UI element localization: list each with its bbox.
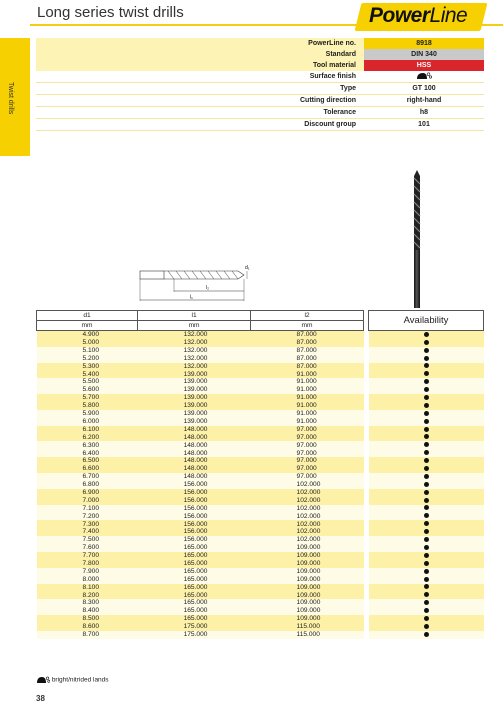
availability-dot-icon (424, 490, 429, 495)
cell-l1: 139.000 (138, 410, 251, 418)
unit-l1: mm (138, 321, 251, 331)
cell-d1: 7.400 (37, 528, 138, 536)
availability-cell (369, 497, 484, 505)
cell-l2: 91.000 (251, 410, 364, 418)
cell-l2: 102.000 (251, 489, 364, 497)
availability-dot-icon (424, 521, 429, 526)
cell-l2: 87.000 (251, 331, 364, 339)
availability-cell (369, 520, 484, 528)
availability-cell (369, 568, 484, 576)
cell-d1: 8.600 (37, 623, 138, 631)
table-row (37, 607, 484, 615)
table-row (37, 584, 484, 592)
availability-cell (369, 465, 484, 473)
availability-cell (369, 631, 484, 639)
cell-d1: 8.700 (37, 631, 138, 639)
availability-cell (369, 591, 484, 599)
cell-l1: 139.000 (138, 394, 251, 402)
availability-dot-icon (424, 356, 429, 361)
cell-l1: 156.000 (138, 489, 251, 497)
cell-d1: 6.000 (37, 418, 138, 426)
bright-nitrided-icon (36, 676, 50, 684)
cell-d1: 5.500 (37, 378, 138, 386)
table-row (37, 576, 484, 584)
cell-d1: 5.900 (37, 410, 138, 418)
table-row (37, 465, 484, 473)
availability-dot-icon (424, 498, 429, 503)
availability-dot-icon (424, 545, 429, 550)
availability-dot-icon (424, 427, 429, 432)
cell-l2: 109.000 (251, 576, 364, 584)
cell-l2: 97.000 (251, 457, 364, 465)
cell-l2: 109.000 (251, 615, 364, 623)
availability-cell (369, 331, 484, 339)
table-row (37, 449, 484, 457)
availability-cell (369, 394, 484, 402)
legend (36, 676, 109, 684)
table-row (37, 402, 484, 410)
cell-l1: 148.000 (138, 441, 251, 449)
spec-row (36, 83, 484, 95)
cell-l1: 132.000 (138, 363, 251, 371)
availability-dot-icon (424, 537, 429, 542)
cell-l1: 156.000 (138, 481, 251, 489)
cell-l2: 109.000 (251, 568, 364, 576)
cell-d1: 5.400 (37, 370, 138, 378)
spec-row (36, 60, 484, 71)
table-row (37, 599, 484, 607)
availability-cell (369, 560, 484, 568)
availability-cell (369, 347, 484, 355)
availability-cell (369, 536, 484, 544)
availability-dot-icon (424, 569, 429, 574)
table-row (37, 512, 484, 520)
table-row (37, 497, 484, 505)
cell-d1: 6.600 (37, 465, 138, 473)
spec-label: Tolerance (36, 107, 364, 119)
cell-l2: 97.000 (251, 449, 364, 457)
availability-dot-icon (424, 419, 429, 424)
col-header-d1: d1 (37, 311, 138, 321)
availability-dot-icon (424, 513, 429, 518)
spec-value: 8918 (364, 38, 484, 49)
availability-cell (369, 473, 484, 481)
page-title: Long series twist drills (37, 4, 184, 21)
unit-l2: mm (251, 321, 364, 331)
cell-l2: 115.000 (251, 631, 364, 639)
table-row (37, 331, 484, 339)
availability-cell (369, 489, 484, 497)
table-row (37, 536, 484, 544)
cell-l1: 139.000 (138, 418, 251, 426)
cell-l2: 102.000 (251, 497, 364, 505)
cell-l1: 132.000 (138, 347, 251, 355)
cell-l2: 91.000 (251, 370, 364, 378)
availability-cell (369, 410, 484, 418)
availability-dot-icon (424, 632, 429, 637)
table-row (37, 378, 484, 386)
table-row (37, 426, 484, 434)
cell-l2: 97.000 (251, 473, 364, 481)
cell-l2: 109.000 (251, 599, 364, 607)
drill-photo (410, 170, 424, 308)
cell-l1: 148.000 (138, 449, 251, 457)
logo-text-bold: Power (369, 4, 430, 27)
availability-cell (369, 339, 484, 347)
table-row (37, 457, 484, 465)
cell-l2: 115.000 (251, 623, 364, 631)
availability-dot-icon (424, 608, 429, 613)
cell-l1: 165.000 (138, 568, 251, 576)
spec-label: Tool material (36, 60, 364, 71)
side-tab-label: Twist drills (7, 82, 14, 115)
dimensions-table (36, 310, 484, 639)
cell-d1: 5.100 (37, 347, 138, 355)
spec-label: Cutting direction (36, 95, 364, 107)
cell-d1: 6.300 (37, 441, 138, 449)
cell-d1: 8.300 (37, 599, 138, 607)
table-row (37, 544, 484, 552)
cell-d1: 7.600 (37, 544, 138, 552)
cell-l1: 148.000 (138, 426, 251, 434)
availability-cell (369, 552, 484, 560)
cell-l1: 139.000 (138, 370, 251, 378)
unit-d1: mm (37, 321, 138, 331)
availability-dot-icon (424, 387, 429, 392)
table-row (37, 473, 484, 481)
cell-l1: 156.000 (138, 520, 251, 528)
cell-l1: 132.000 (138, 355, 251, 363)
table-row (37, 370, 484, 378)
availability-cell (369, 355, 484, 363)
table-row (37, 615, 484, 623)
col-header-l1: l1 (138, 311, 251, 321)
table-row (37, 363, 484, 371)
availability-cell (369, 528, 484, 536)
cell-l1: 165.000 (138, 607, 251, 615)
cell-d1: 6.900 (37, 489, 138, 497)
availability-cell (369, 441, 484, 449)
cell-l1: 165.000 (138, 615, 251, 623)
cell-l1: 165.000 (138, 584, 251, 592)
cell-l2: 97.000 (251, 441, 364, 449)
cell-l1: 165.000 (138, 599, 251, 607)
page-number: 38 (36, 694, 45, 703)
availability-dot-icon (424, 482, 429, 487)
availability-dot-icon (424, 348, 429, 353)
spec-label: PowerLine no. (36, 38, 364, 49)
cell-d1: 6.400 (37, 449, 138, 457)
cell-l2: 91.000 (251, 418, 364, 426)
table-row (37, 339, 484, 347)
availability-cell (369, 434, 484, 442)
spec-row (36, 38, 484, 49)
availability-dot-icon (424, 458, 429, 463)
cell-l1: 148.000 (138, 434, 251, 442)
spec-label: Type (36, 83, 364, 95)
cell-l1: 139.000 (138, 402, 251, 410)
col-header-availability: Availability (369, 311, 484, 331)
cell-l1: 156.000 (138, 536, 251, 544)
availability-dot-icon (424, 395, 429, 400)
table-row (37, 481, 484, 489)
cell-l1: 148.000 (138, 465, 251, 473)
cell-d1: 5.800 (37, 402, 138, 410)
cell-d1: 6.700 (37, 473, 138, 481)
table-row (37, 441, 484, 449)
cell-l2: 102.000 (251, 528, 364, 536)
table-row (37, 505, 484, 513)
table-row (37, 434, 484, 442)
spec-row (36, 71, 484, 83)
cell-d1: 8.500 (37, 615, 138, 623)
spec-label: Surface finish (36, 71, 364, 83)
spec-value: right-hand (364, 95, 484, 107)
cell-l2: 97.000 (251, 426, 364, 434)
cell-l2: 102.000 (251, 505, 364, 513)
availability-dot-icon (424, 450, 429, 455)
cell-d1: 7.100 (37, 505, 138, 513)
cell-d1: 8.000 (37, 576, 138, 584)
cell-l2: 87.000 (251, 355, 364, 363)
cell-d1: 5.200 (37, 355, 138, 363)
cell-l2: 97.000 (251, 465, 364, 473)
availability-cell (369, 599, 484, 607)
cell-d1: 8.200 (37, 591, 138, 599)
availability-cell (369, 512, 484, 520)
availability-cell (369, 584, 484, 592)
availability-dot-icon (424, 379, 429, 384)
col-header-l2: l2 (251, 311, 364, 321)
spec-row (36, 49, 484, 60)
spec-value: DIN 340 (364, 49, 484, 60)
table-row (37, 591, 484, 599)
l2-label: l₂ (206, 285, 210, 291)
spec-value: h8 (364, 107, 484, 119)
availability-dot-icon (424, 363, 429, 368)
cell-l1: 139.000 (138, 378, 251, 386)
spec-value: 101 (364, 119, 484, 131)
cell-d1: 5.000 (37, 339, 138, 347)
availability-cell (369, 370, 484, 378)
cell-l1: 175.000 (138, 623, 251, 631)
availability-dot-icon (424, 340, 429, 345)
table-row (37, 394, 484, 402)
availability-dot-icon (424, 616, 429, 621)
cell-d1: 8.100 (37, 584, 138, 592)
availability-cell (369, 402, 484, 410)
availability-dot-icon (424, 442, 429, 447)
logo-text-light: Line (429, 4, 468, 27)
table-row (37, 568, 484, 576)
table-row (37, 355, 484, 363)
table-row (37, 520, 484, 528)
spec-row (36, 107, 484, 119)
availability-dot-icon (424, 332, 429, 337)
cell-l1: 148.000 (138, 457, 251, 465)
availability-dot-icon (424, 592, 429, 597)
cell-l1: 139.000 (138, 386, 251, 394)
table-row (37, 410, 484, 418)
cell-l2: 109.000 (251, 560, 364, 568)
cell-d1: 6.800 (37, 481, 138, 489)
cell-l1: 165.000 (138, 576, 251, 584)
cell-l2: 87.000 (251, 347, 364, 355)
spec-label: Standard (36, 49, 364, 60)
availability-cell (369, 378, 484, 386)
availability-dot-icon (424, 474, 429, 479)
cell-l1: 148.000 (138, 473, 251, 481)
cell-d1: 7.800 (37, 560, 138, 568)
availability-cell (369, 576, 484, 584)
cell-l2: 109.000 (251, 544, 364, 552)
cell-d1: 7.700 (37, 552, 138, 560)
cell-l2: 109.000 (251, 591, 364, 599)
availability-dot-icon (424, 505, 429, 510)
cell-l2: 102.000 (251, 481, 364, 489)
table-row (37, 386, 484, 394)
availability-cell (369, 623, 484, 631)
cell-d1: 7.900 (37, 568, 138, 576)
cell-l1: 165.000 (138, 552, 251, 560)
availability-dot-icon (424, 466, 429, 471)
table-row (37, 347, 484, 355)
table-row (37, 552, 484, 560)
availability-cell (369, 607, 484, 615)
cell-l2: 102.000 (251, 536, 364, 544)
legend-text: bright/nitrided lands (51, 676, 109, 684)
cell-d1: 5.600 (37, 386, 138, 394)
cell-d1: 7.500 (37, 536, 138, 544)
availability-dot-icon (424, 553, 429, 558)
cell-d1: 4.900 (37, 331, 138, 339)
cell-l1: 156.000 (138, 528, 251, 536)
availability-dot-icon (424, 403, 429, 408)
availability-cell (369, 615, 484, 623)
availability-cell (369, 457, 484, 465)
availability-dot-icon (424, 624, 429, 629)
availability-cell (369, 363, 484, 371)
cell-l1: 156.000 (138, 505, 251, 513)
cell-l1: 165.000 (138, 544, 251, 552)
table-row (37, 418, 484, 426)
availability-dot-icon (424, 584, 429, 589)
spec-row (36, 95, 484, 107)
availability-cell (369, 481, 484, 489)
availability-dot-icon (424, 371, 429, 376)
cell-l1: 156.000 (138, 512, 251, 520)
cell-l2: 91.000 (251, 386, 364, 394)
availability-cell (369, 544, 484, 552)
cell-l2: 91.000 (251, 378, 364, 386)
availability-cell (369, 505, 484, 513)
cell-d1: 7.000 (37, 497, 138, 505)
availability-dot-icon (424, 600, 429, 605)
spec-row (36, 119, 484, 131)
cell-l2: 91.000 (251, 394, 364, 402)
spec-value: HSS (364, 60, 484, 71)
cell-l1: 132.000 (138, 331, 251, 339)
logo-text (369, 4, 467, 28)
availability-cell (369, 386, 484, 394)
table-row (37, 560, 484, 568)
availability-cell (369, 426, 484, 434)
table-row (37, 489, 484, 497)
availability-cell (369, 418, 484, 426)
availability-cell (369, 449, 484, 457)
table-row (37, 528, 484, 536)
cell-l2: 102.000 (251, 512, 364, 520)
cell-d1: 6.500 (37, 457, 138, 465)
cell-l2: 109.000 (251, 552, 364, 560)
cell-l2: 91.000 (251, 402, 364, 410)
cell-d1: 5.700 (37, 394, 138, 402)
availability-dot-icon (424, 561, 429, 566)
table-row (37, 631, 484, 639)
cell-d1: 7.200 (37, 512, 138, 520)
cell-l2: 109.000 (251, 584, 364, 592)
table-row (37, 623, 484, 631)
availability-dot-icon (424, 577, 429, 582)
drill-drawing (128, 262, 250, 302)
surface-finish-icon (364, 71, 484, 83)
cell-l2: 97.000 (251, 434, 364, 442)
cell-l2: 87.000 (251, 339, 364, 347)
l1-label: l₁ (190, 294, 193, 301)
d1-label: d₁ (245, 265, 250, 271)
cell-l2: 102.000 (251, 520, 364, 528)
cell-l1: 165.000 (138, 560, 251, 568)
spec-label: Discount group (36, 119, 364, 131)
cell-l1: 156.000 (138, 497, 251, 505)
availability-dot-icon (424, 529, 429, 534)
availability-dot-icon (424, 434, 429, 439)
cell-d1: 7.300 (37, 520, 138, 528)
cell-d1: 6.100 (37, 426, 138, 434)
cell-d1: 6.200 (37, 434, 138, 442)
cell-d1: 5.300 (37, 363, 138, 371)
cell-l1: 132.000 (138, 339, 251, 347)
side-tab (0, 38, 30, 156)
cell-d1: 8.400 (37, 607, 138, 615)
cell-l2: 87.000 (251, 363, 364, 371)
cell-l2: 109.000 (251, 607, 364, 615)
spec-value: GT 100 (364, 83, 484, 95)
availability-dot-icon (424, 411, 429, 416)
spec-table (36, 38, 484, 131)
cell-l1: 175.000 (138, 631, 251, 639)
cell-l1: 165.000 (138, 591, 251, 599)
